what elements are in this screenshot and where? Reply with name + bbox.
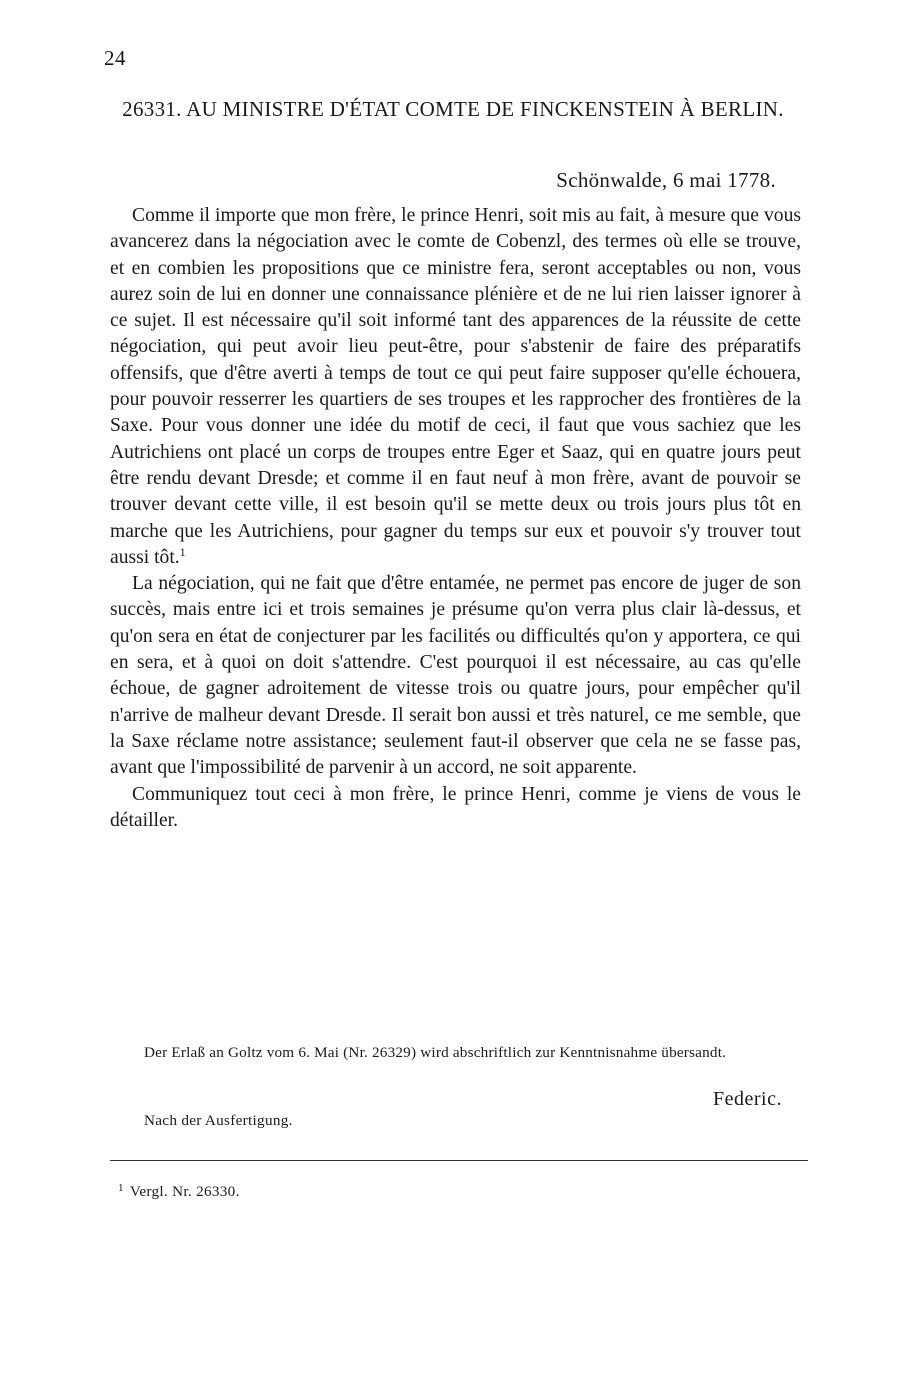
paragraph — [110, 782, 801, 835]
footnote-divider — [110, 1160, 808, 1161]
footnote — [118, 1182, 240, 1201]
letter-heading: 26331. AU MINISTRE D'ÉTAT COMTE DE FINCKENSTEIN À BERLIN. — [122, 97, 784, 121]
paragraph-text: La négociation, qui ne fait que d'être entamée, ne permet pas encore de juger de son succès, mais entre ici et trois semaines je présume qu'on verra plus clair là-dessus, et qu'on sera en état de conjecturer par les facilités ou difficultés qu'on y apportera, ce qui en sera, et à quoi on doit s'attendre. C'est pourquoi il est nécessaire, au cas qu'elle échoue, de gagner adroitement de vitesse trois ou quatre jours, pour empêcher qu'il n'arrive de malheur devant Dresde. Il serait bon aussi et très naturel, ce me semble, que la Saxe réclame notre assistance; seulement faut-il observer que cela ne se fasse pas, avant que l'impossibilité de parvenir à un accord, ne soit apparente. — [110, 573, 801, 779]
paragraph-text: Comme il importe que mon frère, le prince Henri, soit mis au fait, à mesure que vous avancerez dans la négociation avec le comte de Cobenzl, des termes où elle se trouve, et en combien les propositions que ce ministre fera, seront acceptables ou non, vous aurez soin de lui en donner une connaissance plénière et de ne lui rien laisser ignorer à ce sujet. Il est nécessaire qu'il soit informé tant des apparences de la réussite de cette négociation, qui peut avoir lieu peut-être, pour s'abstenir de faire des préparatifs offensifs, que d'être averti à temps de tout ce qui peut faire supposer qu'elle échouera, pour pouvoir resserrer les quartiers de ses troupes et les rapprocher des frontières de la Saxe. Pour vous donner une idée du motif de ceci, il faut que vous sachiez que les Autrichiens ont placé un corps de troupes entre Eger et Saaz, qui en quatre jours peut être rendu devant Dresde; et comme il en faut neuf à mon frère, avant de pouvoir se trouver devant cette ville, il est besoin qu'il se mette deux ou trois jours plus tôt en marche que les Autrichiens, pour gagner du temps sur eux et pouvoir s'y trouver tout aussi tôt. — [110, 205, 801, 568]
editorial-note: Der Erlaß an Goltz vom 6. Mai (Nr. 26329) wird abschriftlich zur Kenntnisnahme übersandt. — [144, 1044, 727, 1061]
footnote-mark: 1 — [118, 1182, 124, 1194]
paragraph-text: Communiquez tout ceci à mon frère, le prince Henri, comme je viens de vous le détailler. — [110, 783, 801, 831]
paragraph — [110, 203, 801, 571]
signature: Federic. — [713, 1088, 782, 1110]
footnote-reference: 1 — [179, 544, 186, 559]
paragraph — [110, 571, 801, 781]
dateline: Schönwalde, 6 mai 1778. — [556, 168, 776, 192]
source-note: Nach der Ausfertigung. — [144, 1112, 293, 1129]
letter-body — [110, 203, 801, 834]
footnote-text: Vergl. Nr. 26330. — [129, 1183, 240, 1200]
page-number: 24 — [104, 46, 126, 70]
